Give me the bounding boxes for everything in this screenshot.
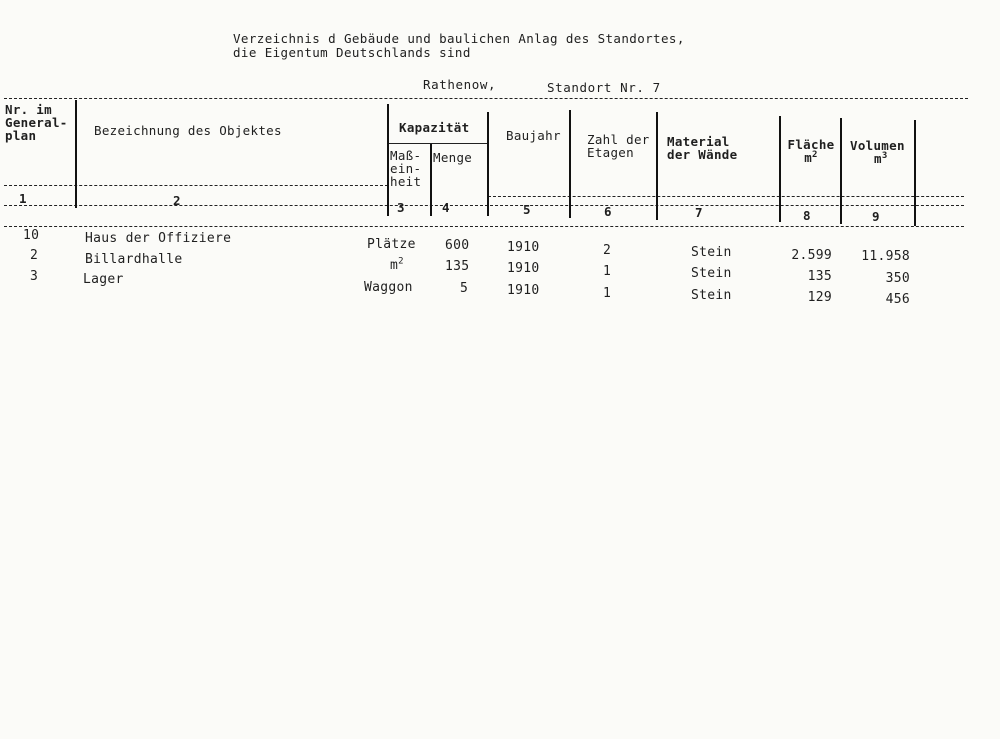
cell-nr: 3 <box>30 269 39 284</box>
cell-nr: 10 <box>23 228 40 243</box>
header-etagen: Zahl der Etagen <box>587 132 650 160</box>
col-divider-5 <box>569 110 571 218</box>
header-volumen: Volumen $m^3$ <box>850 138 905 166</box>
col-divider-9 <box>914 120 916 226</box>
cell-volumen: 456 <box>885 292 910 307</box>
colnum-8: 8 <box>803 208 811 223</box>
cell-menge: 5 <box>460 281 469 296</box>
col-divider-6 <box>656 112 658 220</box>
cell-einheit: Waggon <box>364 280 413 295</box>
cell-material: Stein <box>691 245 732 260</box>
document-title-line2: die Eigentum Deutschlands sind <box>233 45 471 60</box>
header-baujahr: Baujahr <box>506 128 561 143</box>
cell-name: Lager <box>83 272 124 287</box>
colnum-rule-top <box>4 205 964 206</box>
top-rule <box>4 98 968 99</box>
cell-name: Billardhalle <box>85 252 183 267</box>
colnum-5: 5 <box>523 202 531 217</box>
cell-einheit: Plätze <box>367 237 416 252</box>
document-title-line1: Verzeichnis d Gebäude und baulichen Anlag des Standortes, <box>233 31 685 46</box>
colnum-2: 2 <box>173 193 181 208</box>
kapazitaet-underline <box>389 143 487 144</box>
cell-material: Stein <box>691 266 732 281</box>
colnum-1: 1 <box>19 191 27 206</box>
header-rule-right <box>488 196 964 197</box>
header-kapazitaet: Kapazität <box>399 120 470 135</box>
col-divider-8 <box>840 118 842 224</box>
cell-menge: 135 <box>445 259 470 274</box>
cell-flaeche: 129 <box>807 290 832 305</box>
colnum-4: 4 <box>442 200 450 215</box>
col-divider-2 <box>387 104 389 216</box>
colnum-3: 3 <box>397 200 405 215</box>
cell-baujahr: 1910 <box>507 261 540 276</box>
header-rule-left <box>4 185 388 186</box>
cell-flaeche: 2.599 <box>791 248 832 263</box>
standort-label: Standort Nr. 7 <box>547 80 661 95</box>
col-divider-4 <box>487 112 489 216</box>
header-menge: Menge <box>433 150 473 165</box>
cell-volumen: 11.958 <box>861 249 910 264</box>
cell-name: Haus der Offiziere <box>85 231 232 246</box>
col-divider-3 <box>430 144 432 216</box>
cell-etagen: 1 <box>603 264 612 279</box>
col-divider-7 <box>779 116 781 222</box>
colnum-6: 6 <box>604 204 612 219</box>
cell-baujahr: 1910 <box>507 240 540 255</box>
header-nr: Nr. im General- plan <box>5 102 68 143</box>
col-divider-1 <box>75 100 77 208</box>
cell-nr: 2 <box>30 248 39 263</box>
colnum-9: 9 <box>872 209 880 224</box>
cell-baujahr: 1910 <box>507 283 540 298</box>
header-bezeichnung: Bezeichnung des Objektes <box>94 123 282 138</box>
header-masseinheit: Maß- ein- heit <box>390 148 422 189</box>
cell-einheit: $m^2$ <box>390 256 404 273</box>
colnum-rule-bottom <box>4 226 964 227</box>
cell-etagen: 1 <box>603 286 612 301</box>
cell-flaeche: 135 <box>807 269 832 284</box>
cell-etagen: 2 <box>603 243 612 258</box>
cell-material: Stein <box>691 288 732 303</box>
colnum-7: 7 <box>695 205 703 220</box>
header-flaeche: Fläche $m^2$ <box>787 137 835 165</box>
location-label: Rathenow, <box>423 77 497 92</box>
cell-menge: 600 <box>445 238 470 253</box>
cell-volumen: 350 <box>885 271 910 286</box>
header-material: Material der Wände <box>667 134 738 162</box>
